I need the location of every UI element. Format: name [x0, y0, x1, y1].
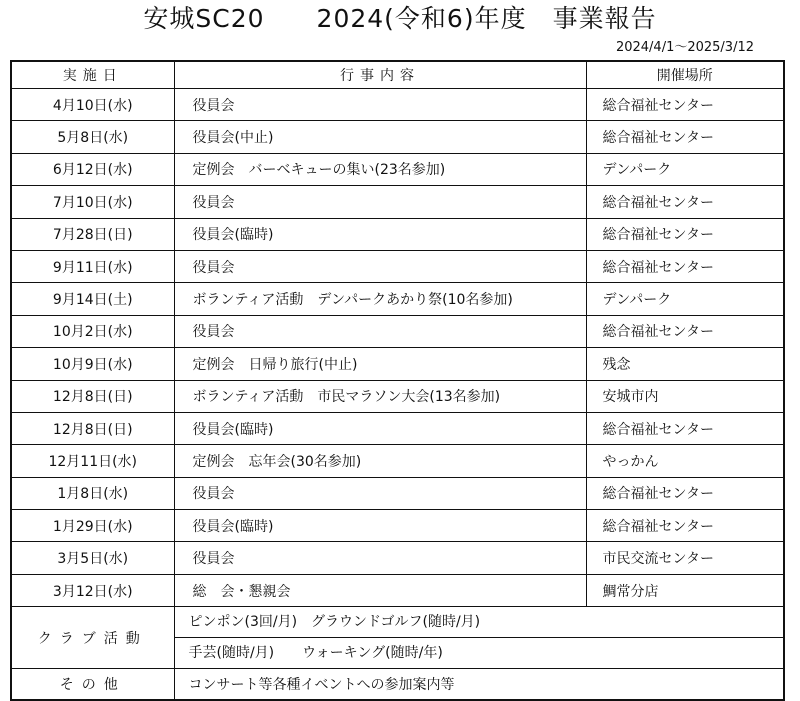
club-activity-content	[174, 607, 784, 669]
event-date: 10月2日(水)	[11, 315, 174, 347]
event-content: 役員会(中止)	[174, 121, 586, 153]
table-row	[11, 121, 784, 153]
event-location: 総合福祉センター	[586, 89, 784, 121]
table-row	[11, 510, 784, 542]
event-location: デンパーク	[586, 153, 784, 185]
report-period: 2024/4/1～2025/3/12	[615, 40, 754, 55]
event-location: 総合福祉センター	[586, 412, 784, 444]
event-content: 役員会(臨時)	[174, 510, 586, 542]
club-activity-line: ピンポン(3回/月) グラウンドゴルフ(随時/月)	[188, 614, 481, 631]
page-title: 安城SC20 2024(令和6)年度 事業報告	[143, 4, 657, 33]
header-content: 行事内容	[174, 61, 586, 89]
header-location: 開催場所	[586, 61, 784, 89]
event-location: 鯛常分店	[586, 574, 784, 606]
table-row	[11, 250, 784, 282]
event-date: 12月8日(日)	[11, 380, 174, 412]
table-row	[11, 89, 784, 121]
misc-label: その他	[11, 669, 174, 701]
table-row	[11, 412, 784, 444]
event-date: 6月12日(水)	[11, 153, 174, 185]
event-date: 7月28日(日)	[11, 218, 174, 250]
table-header-row	[11, 61, 784, 89]
table-row	[11, 218, 784, 250]
event-date: 10月9日(水)	[11, 348, 174, 380]
event-content: ボランティア活動 デンパークあかり祭(10名参加)	[174, 283, 586, 315]
activity-report-table	[10, 60, 785, 701]
event-date: 9月11日(水)	[11, 250, 174, 282]
event-location: 総合福祉センター	[586, 121, 784, 153]
table-row	[11, 283, 784, 315]
event-date: 1月29日(水)	[11, 510, 174, 542]
table-row	[11, 315, 784, 347]
event-content: 役員会	[174, 89, 586, 121]
event-date: 5月8日(水)	[11, 121, 174, 153]
misc-content: コンサート等各種イベントへの参加案内等	[174, 669, 784, 701]
event-location: 総合福祉センター	[586, 250, 784, 282]
event-date: 3月12日(水)	[11, 574, 174, 606]
event-location: やっかん	[586, 445, 784, 477]
event-content: 役員会(臨時)	[174, 412, 586, 444]
table-row	[11, 477, 784, 509]
event-content: 定例会 忘年会(30名参加)	[174, 445, 586, 477]
table-row	[11, 153, 784, 185]
event-location: 残念	[586, 348, 784, 380]
event-date: 12月8日(日)	[11, 412, 174, 444]
event-content: 定例会 バーベキューの集い(23名参加)	[174, 153, 586, 185]
event-content: 役員会	[174, 315, 586, 347]
event-location: 総合福祉センター	[586, 186, 784, 218]
table-row	[11, 574, 784, 606]
club-activity-row	[11, 607, 784, 669]
event-content: 役員会	[174, 542, 586, 574]
club-activity-line: 手芸(随時/月) ウォーキング(随時/年)	[175, 637, 784, 668]
table-row	[11, 380, 784, 412]
event-content: 役員会	[174, 250, 586, 282]
table-row	[11, 445, 784, 477]
event-rows	[11, 89, 784, 607]
event-content: 役員会(臨時)	[174, 218, 586, 250]
event-content: 総 会・懇親会	[174, 574, 586, 606]
header-date: 実施日	[11, 61, 174, 89]
club-activity-label: クラブ活動	[11, 607, 174, 669]
table-row	[11, 186, 784, 218]
table-row	[11, 542, 784, 574]
event-date: 4月10日(水)	[11, 89, 174, 121]
event-content: 役員会	[174, 186, 586, 218]
table-row	[11, 348, 784, 380]
event-date: 12月11日(水)	[11, 445, 174, 477]
event-location: 市民交流センター	[586, 542, 784, 574]
event-content: ボランティア活動 市民マラソン大会(13名参加)	[174, 380, 586, 412]
event-location: 安城市内	[586, 380, 784, 412]
event-location: 総合福祉センター	[586, 510, 784, 542]
event-location: 総合福祉センター	[586, 477, 784, 509]
event-date: 1月8日(水)	[11, 477, 174, 509]
event-location: 総合福祉センター	[586, 315, 784, 347]
misc-row	[11, 669, 784, 701]
event-date: 9月14日(土)	[11, 283, 174, 315]
event-date: 3月5日(水)	[11, 542, 174, 574]
event-location: デンパーク	[586, 283, 784, 315]
event-content: 定例会 日帰り旅行(中止)	[174, 348, 586, 380]
event-location: 総合福祉センター	[586, 218, 784, 250]
event-content: 役員会	[174, 477, 586, 509]
event-date: 7月10日(水)	[11, 186, 174, 218]
